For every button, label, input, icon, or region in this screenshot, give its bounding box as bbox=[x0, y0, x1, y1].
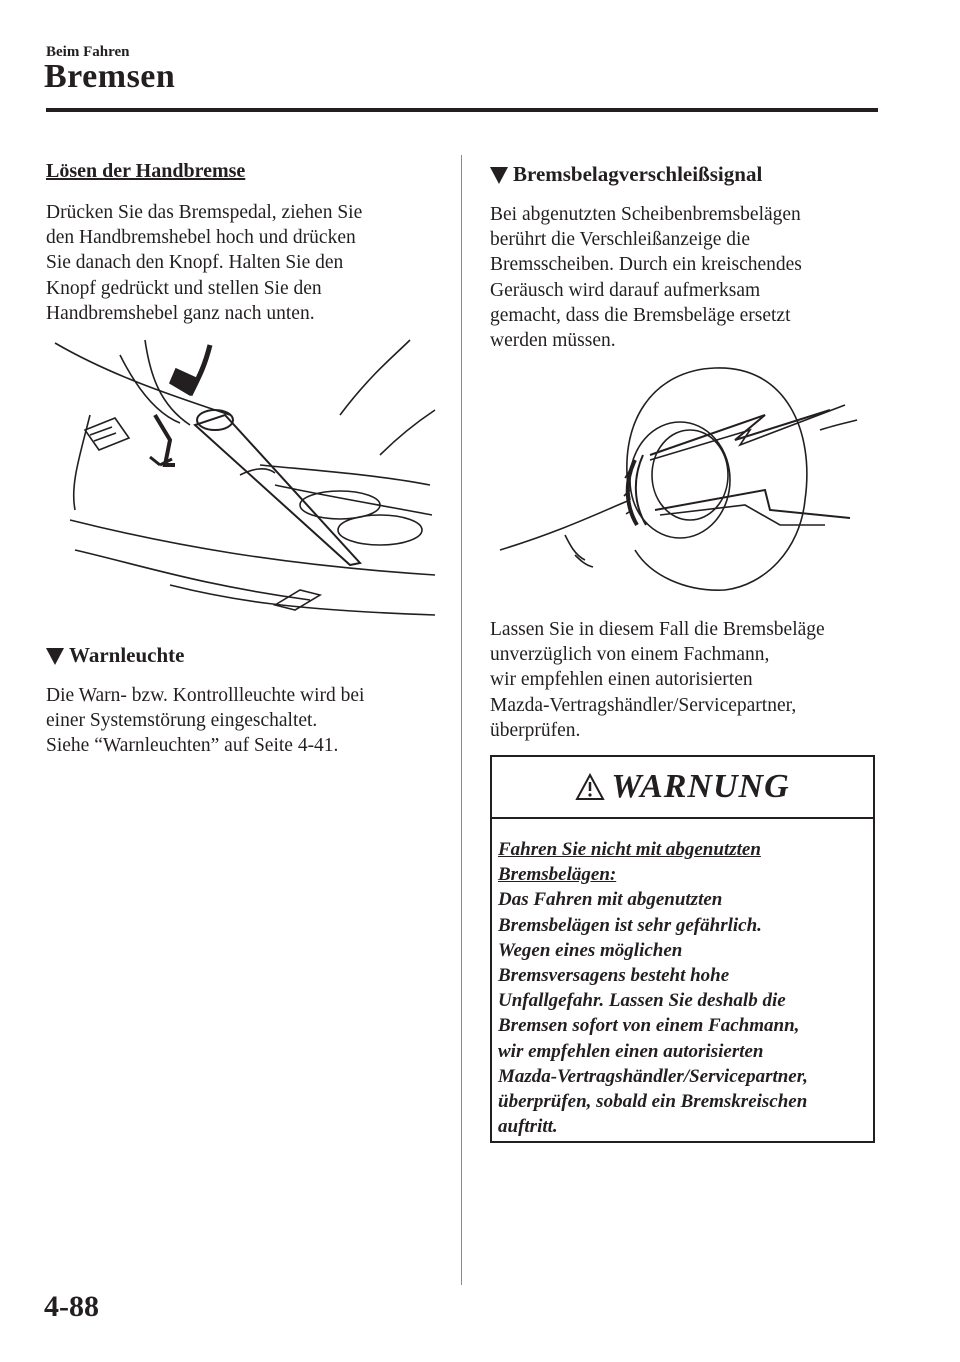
warning-box-header bbox=[492, 757, 873, 819]
warning-title: WARNUNG bbox=[611, 768, 790, 805]
warning-box bbox=[490, 755, 875, 1143]
section-title: Bremsen bbox=[44, 58, 176, 95]
warning-light-text: Die Warn- bzw. Kontrollleuchte wird bei einer Systemstörung eingeschaltet. Siehe “Warnleuchten” auf Seite 4-41. bbox=[46, 685, 365, 757]
handbrake-illustration bbox=[50, 335, 440, 620]
down-triangle-icon bbox=[46, 648, 64, 665]
warning-triangle-icon bbox=[575, 773, 605, 801]
pad-wear-text: Bei abgenutzten Scheibenbremsbelägen berührt die Verschleißanzeige die Bremsscheiben. Durch ein kreischendes Geräusch wird darauf aufmerksam gemacht, dass die Bremsbeläge ersetzt werden müssen. bbox=[490, 204, 802, 352]
handbrake-release-heading: Lösen der Handbremse bbox=[46, 160, 246, 182]
page-number: 4-88 bbox=[44, 1290, 99, 1323]
header-rule bbox=[46, 108, 878, 112]
pad-replace-text: Lassen Sie in diesem Fall die Bremsbeläge unverzüglich von einem Fachmann, wir empfehlen einen autorisierten Mazda-Vertragshändler/Servicepartner, überprüfen. bbox=[490, 619, 825, 741]
warning-subheading: Fahren Sie nicht mit abgenutzten Bremsbelägen: bbox=[498, 839, 761, 886]
warning-light-heading bbox=[46, 643, 185, 668]
brake-disc-illustration bbox=[495, 360, 860, 595]
warning-body bbox=[492, 819, 873, 1139]
pad-wear-heading bbox=[490, 162, 762, 187]
warning-text: Das Fahren mit abgenutzten Bremsbelägen ist sehr gefährlich. Wegen eines möglichen Bremsversagens besteht hohe Unfallgefahr. Lassen Sie deshalb die Bremsen sofort von einem Fachmann, wir empfehlen einen autorisierten Mazda-Vertragshändler/Servicepartner, überprüfen, sobald ein Bremskreischen auftritt. bbox=[498, 889, 808, 1138]
handbrake-release-text: Drücken Sie das Bremspedal, ziehen Sie den Handbremshebel hoch und drücken Sie danach den Knopf. Halten Sie den Knopf gedrückt und stellen Sie den Handbremshebel ganz nach unten. bbox=[46, 202, 363, 324]
pad-wear-heading-label: Bremsbelagverschleißsignal bbox=[513, 162, 763, 186]
down-triangle-icon bbox=[490, 167, 508, 184]
column-divider bbox=[461, 155, 462, 1285]
warning-light-heading-label: Warnleuchte bbox=[69, 643, 185, 667]
section-small-title: Beim Fahren bbox=[46, 44, 130, 60]
